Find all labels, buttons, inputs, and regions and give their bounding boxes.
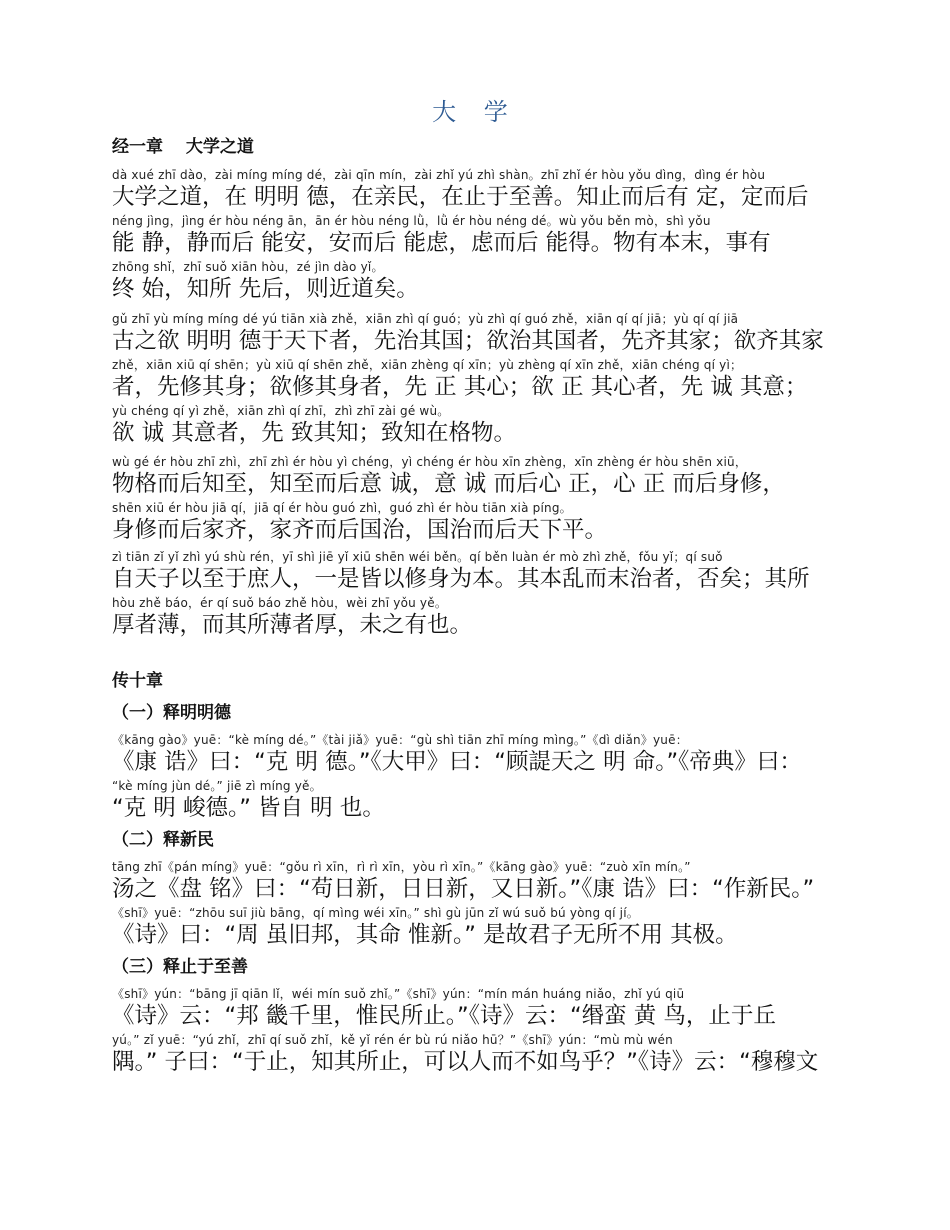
text-line bbox=[112, 214, 862, 260]
hanzi-line: 《康 诰》曰：“克 明 德。”《大甲》曰：“顾諟天之 明 命。”《帝典》曰： bbox=[112, 749, 802, 775]
pinyin-line: zhě，xiān xiū qí shēn；yù xiū qí shēn zhě，xiān zhèng qí xīn；yù zhèng qí xīn zhě，xiān chéng qí yì； bbox=[112, 358, 743, 372]
pinyin-line: “kè míng jùn dé。” jiē zì míng yě。 bbox=[112, 779, 322, 793]
pinyin-line: wù gé ér hòu zhī zhì，zhī zhì ér hòu yì chéng，yì chéng ér hòu xīn zhèng，xīn zhèng ér hòu shēn xiū， bbox=[112, 455, 748, 469]
pinyin-line: 《kāng gào》yuē：“kè míng dé。”《tài jiǎ》yuē：“gù shì tiān zhī míng mìng。”《dì diǎn》yuē： bbox=[112, 733, 688, 747]
paragraph-4 bbox=[112, 550, 862, 642]
hanzi-line: 欲 诚 其意者，先 致其知；致知在格物。 bbox=[112, 420, 516, 446]
hanzi-line: 隅。” 子曰：“于止，知其所止，可以人而不如鸟乎？”《诗》云：“穆穆文 bbox=[112, 1049, 819, 1075]
section-heading-chapter-10: 传十章 bbox=[112, 671, 163, 691]
pinyin-line: tāng zhī《pán míng》yuē：“gǒu rì xīn，rì rì xīn，yòu rì xīn。”《kāng gào》yuē：“zuò xīn mín。” bbox=[112, 860, 691, 874]
hanzi-line: 物格而后知至，知至而后意 诚，意 诚 而后心 正，心 正 而后身修， bbox=[112, 471, 785, 497]
pinyin-line: dà xué zhī dào，zài míng míng dé，zài qīn mín，zài zhǐ yú zhì shàn。zhī zhǐ ér hòu yǒu dìng，dìng ér hòu bbox=[112, 168, 766, 182]
text-line bbox=[112, 906, 862, 952]
text-line bbox=[112, 1033, 862, 1079]
text-line bbox=[112, 779, 862, 825]
text-line bbox=[112, 358, 862, 404]
pinyin-line: néng jìng，jìng ér hòu néng ān，ān ér hòu néng lǜ，lǜ ér hòu néng dé。wù yǒu běn mò，shì yǒu bbox=[112, 214, 711, 228]
hanzi-line: 身修而后家齐，家齐而后国治，国治而后天下平。 bbox=[112, 517, 608, 543]
paragraph-3 bbox=[112, 455, 862, 547]
pinyin-line: 《shī》yuē：“zhōu suī jiù bāng，qí mìng wéi xīn。” shì gù jūn zǐ wú suǒ bú yòng qí jí。 bbox=[112, 906, 639, 920]
document-title: 大 学 bbox=[432, 98, 518, 126]
hanzi-line: 古之欲 明明 德于天下者，先治其国；欲治其国者，先齐其家；欲齐其家 bbox=[112, 328, 824, 354]
pinyin-line: zì tiān zǐ yǐ zhì yú shù rén，yī shì jiē yǐ xiū shēn wéi běn。qí běn luàn ér mò zhì zhě，fǒu yǐ；qí suǒ bbox=[112, 550, 723, 564]
paragraph-7 bbox=[112, 987, 862, 1079]
pinyin-line: yú。” zǐ yuē：“yú zhǐ，zhī qí suǒ zhǐ，kě yǐ rén ér bù rú niǎo hū？”《shī》yún：“mù mù wén bbox=[112, 1033, 673, 1047]
text-line bbox=[112, 596, 862, 642]
paragraph-1 bbox=[112, 168, 862, 306]
text-line bbox=[112, 404, 862, 450]
pinyin-line: 《shī》yún：“bāng jī qiān lǐ，wéi mín suǒ zhǐ。”《shī》yún：“mín mán huáng niǎo，zhǐ yú qiū bbox=[112, 987, 685, 1001]
hanzi-line: 厚者薄，而其所薄者厚，未之有也。 bbox=[112, 612, 473, 638]
hanzi-line: 终 始，知所 先后，则近道矣。 bbox=[112, 276, 419, 302]
text-line bbox=[112, 860, 862, 906]
text-line bbox=[112, 987, 862, 1033]
text-line bbox=[112, 455, 862, 501]
hanzi-line: 者，先修其身；欲修其身者，先 正 其心；欲 正 其心者，先 诚 其意； bbox=[112, 374, 808, 400]
pinyin-line: hòu zhě báo，ér qí suǒ báo zhě hòu，wèi zhī yǒu yě。 bbox=[112, 596, 448, 610]
pinyin-line: yù chéng qí yì zhě，xiān zhì qí zhī，zhì zhī zài gé wù。 bbox=[112, 404, 450, 418]
paragraph-5 bbox=[112, 733, 862, 825]
hanzi-line: 汤之《盘 铭》曰：“苟日新，日日新，又日新。”《康 诰》曰：“作新民。” bbox=[112, 876, 815, 902]
pinyin-line: zhōng shǐ，zhī suǒ xiān hòu，zé jìn dào yǐ。 bbox=[112, 260, 384, 274]
text-line bbox=[112, 550, 862, 596]
paragraph-2 bbox=[112, 312, 862, 450]
hanzi-line: 《诗》曰：“周 虽旧邦，其命 惟新。” 是故君子无所不用 其极。 bbox=[112, 922, 738, 948]
text-line bbox=[112, 168, 862, 214]
hanzi-line: 大学之道，在 明明 德，在亲民，在止于至善。知止而后有 定，定而后 bbox=[112, 184, 809, 210]
paragraph-6 bbox=[112, 860, 862, 952]
subsection-heading-3: （三）释止于至善 bbox=[112, 957, 248, 977]
text-line bbox=[112, 260, 862, 306]
hanzi-line: 能 静，静而后 能安，安而后 能虑，虑而后 能得。物有本末，事有 bbox=[112, 230, 771, 256]
text-line bbox=[112, 733, 862, 779]
subsection-heading-1: （一）释明明德 bbox=[112, 703, 231, 723]
pinyin-line: gǔ zhī yù míng míng dé yú tiān xià zhě，xiān zhì qí guó；yù zhì qí guó zhě，xiān qí qí jiā；yù qí qí jiā bbox=[112, 312, 739, 326]
pinyin-line: shēn xiū ér hòu jiā qí，jiā qí ér hòu guó zhì，guó zhì ér hòu tiān xià píng。 bbox=[112, 501, 572, 515]
hanzi-line: 自天子以至于庶人，一是皆以修身为本。其本乱而末治者，否矣；其所 bbox=[112, 566, 810, 592]
hanzi-line: 《诗》云：“邦 畿千里，惟民所止。”《诗》云：“缗蛮 黄 鸟，止于丘 bbox=[112, 1003, 776, 1029]
subsection-heading-2: （二）释新民 bbox=[112, 830, 214, 850]
text-line bbox=[112, 312, 862, 358]
section-heading-chapter-1: 经一章 大学之道 bbox=[112, 137, 254, 157]
hanzi-line: “克 明 峻德。” 皆自 明 也。 bbox=[112, 795, 385, 821]
text-line bbox=[112, 501, 862, 547]
